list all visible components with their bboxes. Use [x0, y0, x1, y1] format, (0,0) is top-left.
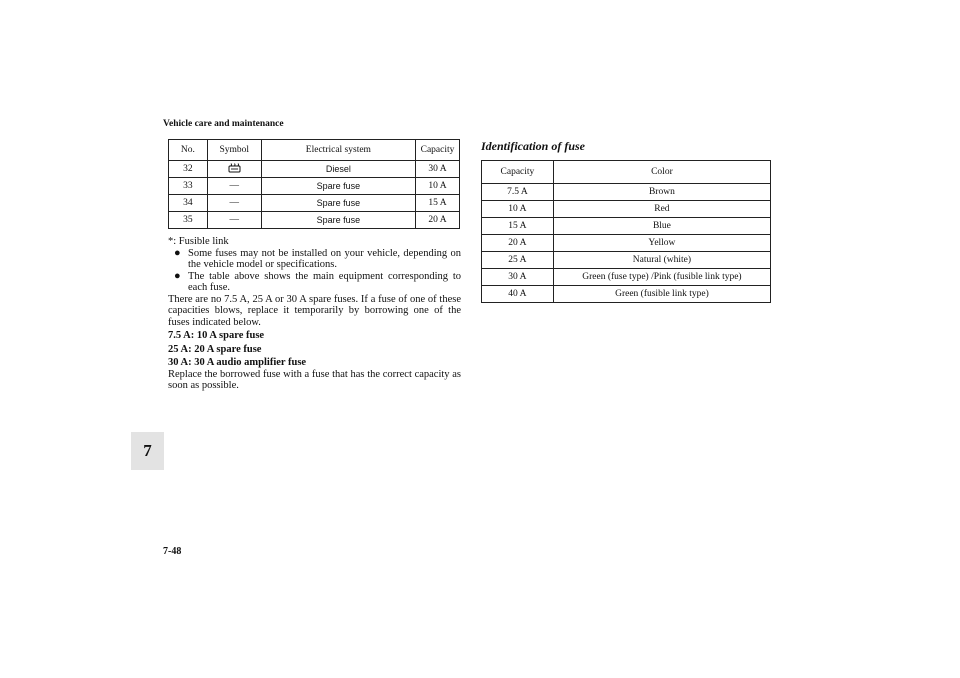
symbol-cell: —	[207, 195, 261, 212]
table-row	[482, 286, 771, 303]
section-title: Identification of fuse	[481, 139, 585, 153]
fuse-capacity: 30 A	[482, 269, 554, 286]
substitution-line: 7.5 A: 10 A spare fuse	[168, 330, 265, 341]
table-row	[482, 235, 771, 252]
column-header: Color	[553, 161, 770, 184]
bullet-dot-icon: ●	[174, 246, 181, 259]
fuse-color: Green (fuse type) /Pink (fusible link type)	[553, 269, 770, 286]
electrical-system: Spare fuse	[261, 195, 415, 212]
table-row	[482, 252, 771, 269]
fuse-number: 33	[169, 178, 208, 195]
fuse-capacity: 30 A	[416, 161, 460, 178]
page-number: 7-48	[163, 546, 182, 557]
column-header: Capacity	[416, 140, 460, 161]
fuse-capacity: 7.5 A	[482, 184, 554, 201]
fuse-number: 34	[169, 195, 208, 212]
substitution-line: 30 A: 30 A audio amplifier fuse	[168, 357, 307, 368]
footnote: *: Fusible link	[168, 236, 229, 247]
electrical-system: Diesel	[261, 161, 415, 178]
closing-paragraph: Replace the borrowed fuse with a fuse that has the correct capacity as soon as possible.	[168, 368, 461, 391]
table-row	[482, 269, 771, 286]
electrical-system: Spare fuse	[261, 178, 415, 195]
spare-fuse-paragraph: There are no 7.5 A, 25 A or 30 A spare fuses. If a fuse of one of these capacities blows, replace it temporarily by borrowing one of the fuses indicated below.	[168, 293, 461, 328]
bullet-dot-icon: ●	[174, 269, 181, 282]
fuse-color: Yellow	[553, 235, 770, 252]
chapter-tab: 7	[131, 432, 164, 470]
table-row	[169, 178, 460, 195]
column-header: No.	[169, 140, 208, 161]
notes-section	[168, 236, 461, 392]
fuse-color: Natural (white)	[553, 252, 770, 269]
bullet-text: The table above shows the main equipment corresponding to each fuse.	[188, 270, 461, 293]
table-row	[169, 212, 460, 229]
fuse-capacity: 10 A	[482, 201, 554, 218]
symbol-cell: —	[207, 212, 261, 229]
column-header: Electrical system	[261, 140, 415, 161]
fuse-table	[168, 139, 460, 229]
fuse-color: Blue	[553, 218, 770, 235]
fuse-capacity: 15 A	[416, 195, 460, 212]
fuse-capacity: 20 A	[482, 235, 554, 252]
table-row	[482, 201, 771, 218]
fuse-number: 35	[169, 212, 208, 229]
symbol-cell	[207, 161, 261, 178]
column-header: Symbol	[207, 140, 261, 161]
bullet-item	[168, 248, 461, 271]
fuse-capacity: 40 A	[482, 286, 554, 303]
table-row	[482, 184, 771, 201]
fuse-color: Brown	[553, 184, 770, 201]
fuse-capacity: 15 A	[482, 218, 554, 235]
bullet-text: Some fuses may not be installed on your vehicle, depending on the vehicle model or specifications.	[188, 247, 461, 270]
table-row	[169, 161, 460, 178]
engine-heater-icon	[228, 162, 241, 176]
bullet-item	[168, 271, 461, 294]
fuse-number: 32	[169, 161, 208, 178]
fuse-color-table	[481, 160, 771, 303]
substitution-line: 25 A: 20 A spare fuse	[168, 343, 262, 355]
table-row	[169, 195, 460, 212]
running-header: Vehicle care and maintenance	[163, 119, 284, 129]
fuse-capacity: 25 A	[482, 252, 554, 269]
column-header: Capacity	[482, 161, 554, 184]
fuse-capacity: 20 A	[416, 212, 460, 229]
fuse-table-header	[169, 140, 460, 161]
table-row	[482, 218, 771, 235]
fuse-color: Red	[553, 201, 770, 218]
fuse-color: Green (fusible link type)	[553, 286, 770, 303]
fuse-color-table-header	[482, 161, 771, 184]
symbol-cell: —	[207, 178, 261, 195]
fuse-capacity: 10 A	[416, 178, 460, 195]
electrical-system: Spare fuse	[261, 212, 415, 229]
